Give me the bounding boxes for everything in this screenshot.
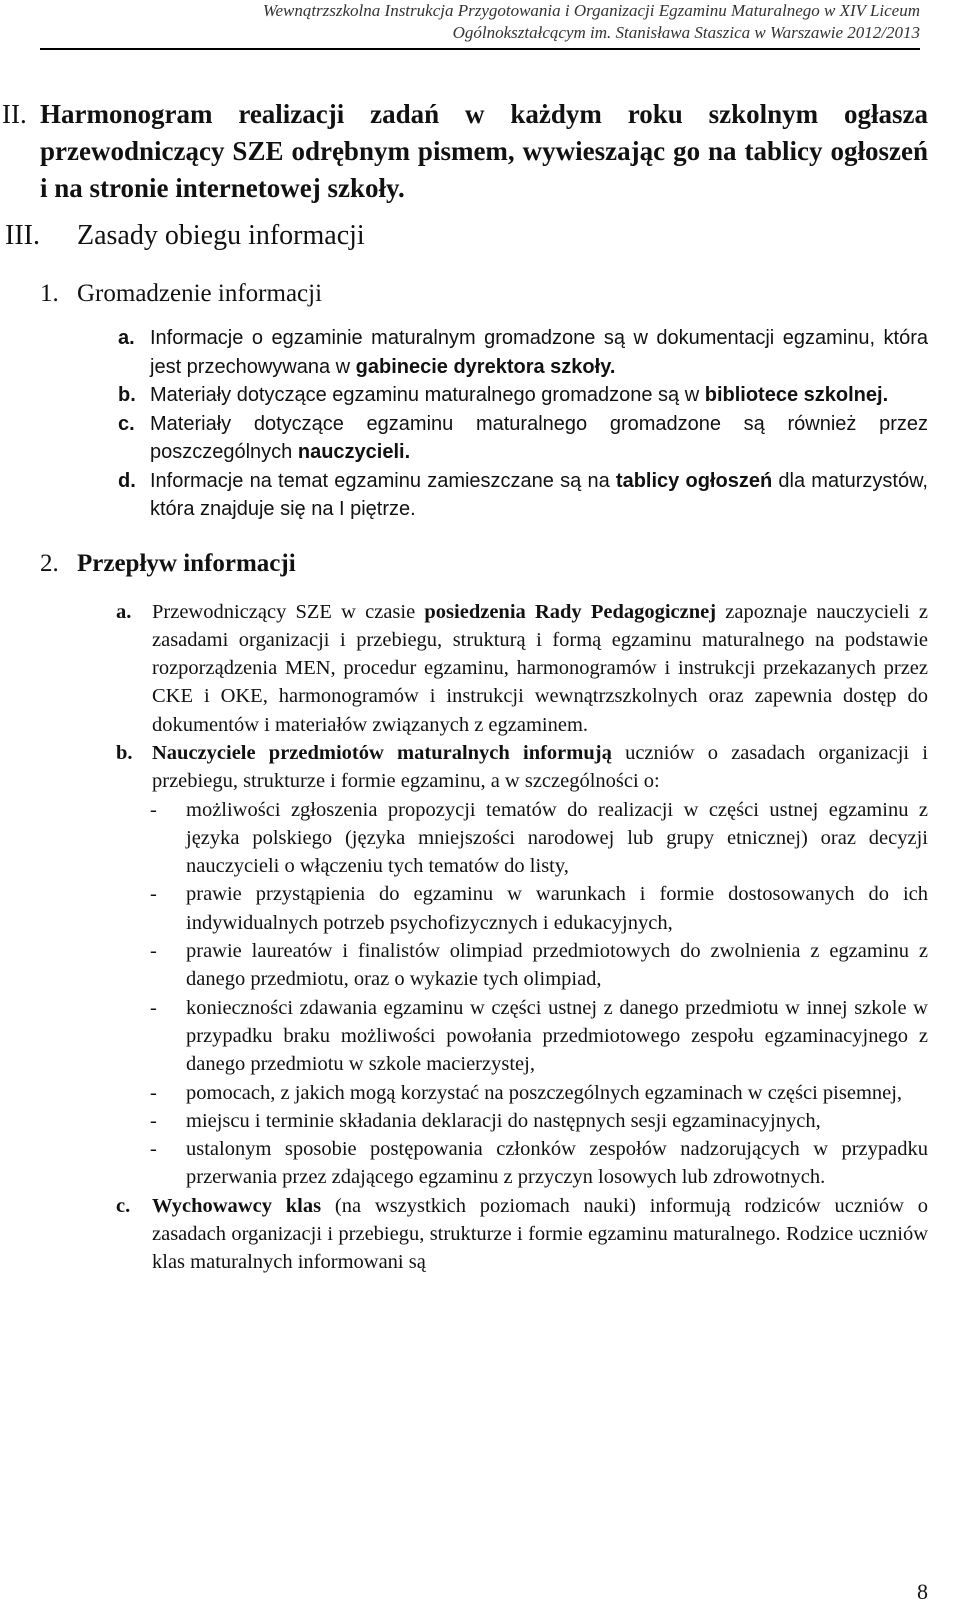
item-label: b. [118,384,136,406]
subsection-2-items [0,598,960,1277]
dash-list-item: - możliwości zgłoszenia propozycji tematów do realizacji w części ustnej egzaminu z języka polskiego (języka mniejszości narodowej lub grupy etnicznej) oraz decyzji nauczycieli o włączeniu tych tematów do listy, [150,796,928,881]
item-text-end: (na wszystkich poziomach nauki) informują rodziców uczniów o zasadach organizacji i przebiegu, strukturze i formie egzaminu maturalnego. Rodzice uczniów klas maturalnych informowani są [152,1194,928,1274]
item-text-end: zapoznaje nauczycieli z zasadami organizacji i przebiegu, strukturą i formą egzaminu maturalnego na podstawie rozporządzenia MEN, procedur egzaminu, harmonogramów i instrukcji przekazanych przez CKE i OKE, harmonogramów i instrukcji wewnątrzszkolnych oraz zapewnia dostęp do dokumentów i materiałów związanych z egzaminem. [152,600,929,736]
item-label: b. [116,741,133,764]
item-emphasis: posiedzenia Rady Pedagogicznej [424,600,717,623]
item-emphasis: gabinecie dyrektora szkoły [355,355,610,378]
subsection-1-heading [40,278,960,310]
item-text-end: uczniów o zasadach organizacji i przebiegu, strukturze i formie egzaminu, a w szczególności o: [152,741,929,793]
item-label: a. [118,327,135,349]
item-text-end: . [882,384,889,406]
section-iii-heading [5,217,960,254]
list-item [118,467,928,524]
item-text: Materiały dotyczące egzaminu maturalnego gromadzone są w [150,384,705,406]
document-body [0,96,960,1277]
item-text: Informacje o egzaminie maturalnym gromadzone są w dokumentacji egzaminu, która jest przechowywana w [150,327,928,378]
section-iii-number: III. [5,220,40,251]
item-text: Przewodniczący SZE w czasie [152,600,425,623]
list-item [118,324,928,381]
dash-list-item: - prawie przystąpienia do egzaminu w warunkach i formie dostosowanych do ich indywidualnych potrzeb psychofizycznych i edukacyjnych, [150,880,928,937]
item-text: Informacje na temat egzaminu zamieszczane są na [150,469,616,492]
item-text: Materiały dotyczące egzaminu maturalnego gromadzone są również przez poszczególnych [150,412,928,463]
section-ii-number: II. [2,99,27,129]
item-emphasis: bibliotece szkolnej [704,384,883,406]
subsection-2-number: 2. [40,549,59,577]
header-line-1: Wewnątrzszkolna Instrukcja Przygotowania i Organizacji Egzaminu Maturalnego w XIV Liceum [262,1,920,20]
list-item [116,739,929,1192]
item-text-end: . [609,355,616,378]
dash-list-item: - miejscu i terminie składania deklaracji do następnych sesji egzaminacyjnych, [150,1107,928,1135]
subsection-1-number: 1. [40,280,59,307]
header-line-2: Ogólnokształcącym im. Stanisława Staszica w Warszawie 2012/2013 [452,23,920,42]
dash-list-item: - pomocach, z jakich mogą korzystać na poszczególnych egzaminach w części pisemnej, [150,1079,928,1107]
subsection-2-heading [40,548,960,580]
item-emphasis: nauczycieli [297,441,405,463]
item-label: c. [116,1194,131,1217]
running-header [40,0,920,50]
list-item [118,410,928,467]
section-ii-text: Harmonogram realizacji zadań w każdym roku szkolnym ogłasza przewodniczący SZE odrębnym pismem, wywieszając go na tablicy ogłoszeń i na stronie internetowej szkoły. [40,99,928,203]
subsection-1-title: Gromadzenie informacji [77,280,323,307]
dash-list-item: - ustalonym sposobie postępowania członków zespołów nadzorujących w przypadku przerwania przez zdającego egzaminu z przyczyn losowych lub zdrowotnych. [150,1135,928,1192]
list-item [116,598,929,739]
subsection-1-items [0,324,960,524]
item-emphasis: Wychowawcy klas [152,1194,322,1217]
dash-list-item: - konieczności zdawania egzaminu w części ustnej z danego przedmiotu w innej szkole w przypadku braku możliwości powołania przedmiotowego zespołu egzaminacyjnego z danego przedmiotu w szkole macierzystej, [150,994,928,1079]
item-emphasis: Nauczyciele przedmiotów maturalnych informują [152,741,612,764]
item-label: a. [116,600,132,623]
item-label: c. [118,412,135,435]
item-text-end: . [404,441,411,463]
list-item [116,1192,928,1277]
page-number: 8 [917,1579,928,1604]
list-item [118,381,928,410]
item-label: d. [118,469,136,492]
dash-list-item: - prawie laureatów i finalistów olimpiad przedmiotowych do zwolnienia z egzaminu z danego przedmiotu, oraz o wykazie tych olimpiad, [150,937,928,994]
dash-list [150,796,928,1192]
section-ii [2,96,928,207]
subsection-2-title: Przepływ informacji [77,549,296,577]
section-iii-title: Zasady obiegu informacji [77,220,365,251]
item-text-end: dla maturzystów, która znajduje się na I piętrze. [150,469,928,520]
item-emphasis: tablicy ogłoszeń [615,469,773,492]
